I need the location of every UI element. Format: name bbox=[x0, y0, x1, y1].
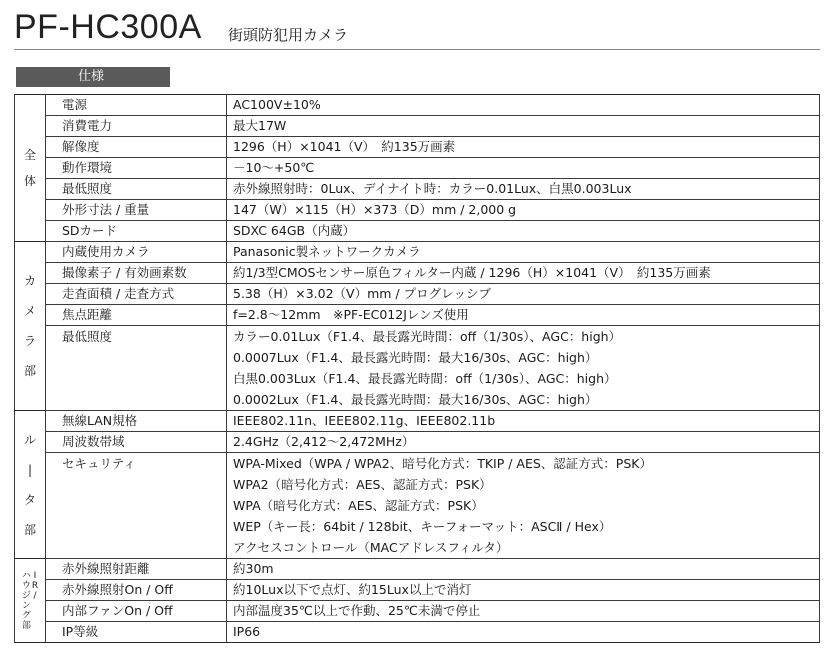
row-label: 外形寸法 / 重量 bbox=[46, 200, 227, 221]
group-char: 部 bbox=[21, 620, 31, 631]
table-row bbox=[15, 284, 820, 305]
row-value-line: WPA2（暗号化方式：AES、認証方式：PSK） bbox=[233, 477, 492, 492]
row-value bbox=[227, 453, 820, 559]
row-label: 赤外線照射距離 bbox=[46, 559, 227, 580]
table-row bbox=[15, 116, 820, 137]
row-value: AC100V±10% bbox=[227, 95, 820, 116]
row-label: 赤外線照射On / Off bbox=[46, 580, 227, 601]
group-char: メ bbox=[23, 304, 36, 318]
row-value-line: アクセスコントロール（MACアドレスフィルタ） bbox=[233, 540, 509, 555]
group-char: R bbox=[31, 580, 39, 591]
housing-group-columns bbox=[15, 571, 45, 631]
group-char: ル bbox=[23, 432, 36, 447]
row-label: 周波数帯域 bbox=[46, 432, 227, 453]
group-char: ウ bbox=[21, 580, 31, 591]
row-label-text: 最低照度 bbox=[62, 329, 113, 344]
row-label: IP等級 bbox=[46, 622, 227, 643]
group-label-housing bbox=[15, 559, 46, 643]
group-char: 部 bbox=[23, 522, 36, 537]
group-char: ン bbox=[21, 600, 31, 611]
row-value: 最大17W bbox=[227, 116, 820, 137]
row-label: 電源 bbox=[46, 95, 227, 116]
row-value: －10～+50℃ bbox=[227, 158, 820, 179]
row-value: f=2.8～12mm ※PF-EC012Jレンズ使用 bbox=[227, 305, 820, 326]
table-row bbox=[15, 95, 820, 116]
model-title: PF-HC300A bbox=[14, 8, 202, 46]
section-label-spec: 仕様 bbox=[16, 67, 170, 87]
row-value-line: 0.0007Lux（F1.4、最長露光時間：最大16/30s、AGC：high） bbox=[233, 350, 598, 365]
row-label: 内部ファンOn / Off bbox=[46, 601, 227, 622]
row-value-line: WPA（暗号化方式：AES、認証方式：PSK） bbox=[233, 498, 484, 513]
row-value bbox=[227, 326, 820, 411]
group-char: グ bbox=[21, 610, 31, 621]
row-value: SDXC 64GB（内蔵） bbox=[227, 221, 820, 242]
group-char: ラ bbox=[23, 334, 36, 348]
header-divider bbox=[14, 49, 820, 50]
table-row bbox=[15, 453, 820, 559]
table-row bbox=[15, 158, 820, 179]
row-value: 147（W）×115（H）×373（D）mm / 2,000 g bbox=[227, 200, 820, 221]
row-value: 内部温度35℃以上で作動、25℃未満で停止 bbox=[227, 601, 820, 622]
row-value-line: WPA-Mixed（WPA / WPA2、暗号化方式：TKIP / AES、認証方式：PSK） bbox=[233, 456, 652, 471]
table-row bbox=[15, 580, 820, 601]
group-label-overall bbox=[15, 95, 46, 242]
table-row bbox=[15, 263, 820, 284]
table-row bbox=[15, 432, 820, 453]
group-label-camera bbox=[15, 242, 46, 411]
group-char: カ bbox=[23, 274, 36, 288]
group-label-router bbox=[15, 411, 46, 559]
table-row bbox=[15, 200, 820, 221]
table-row bbox=[15, 622, 820, 643]
row-label: 解像度 bbox=[46, 137, 227, 158]
row-label: SDカード bbox=[46, 221, 227, 242]
ir-column bbox=[32, 571, 38, 631]
table-row bbox=[15, 242, 820, 263]
row-value: 2.4GHz（2,412～2,472MHz） bbox=[227, 432, 820, 453]
group-char: ハ bbox=[21, 570, 31, 581]
group-char: 部 bbox=[23, 364, 36, 378]
row-label-text: セキュリティ bbox=[62, 456, 136, 471]
row-value: 5.38（H）×3.02（V）mm / プログレッシブ bbox=[227, 284, 820, 305]
row-value: Panasonic製ネットワークカメラ bbox=[227, 242, 820, 263]
page-header bbox=[14, 4, 820, 54]
row-label: 内蔵使用カメラ bbox=[46, 242, 227, 263]
product-subtitle: 街頭防犯用カメラ bbox=[228, 26, 349, 44]
row-value-line: WEP（キー長：64bit / 128bit、キーフォーマット：ASCⅡ / Hex） bbox=[233, 519, 612, 534]
row-label: 撮像素子 / 有効画素数 bbox=[46, 263, 227, 284]
housing-column bbox=[22, 571, 31, 631]
row-value-line: 白黒0.003Lux（F1.4、最長露光時間：off（1/30s）、AGC：high） bbox=[233, 371, 617, 386]
spec-table bbox=[14, 94, 820, 643]
row-label: 無線LAN規格 bbox=[46, 411, 227, 432]
row-value: 1296（H）×1041（V） 約135万画素 bbox=[227, 137, 820, 158]
table-row bbox=[15, 305, 820, 326]
table-row bbox=[15, 221, 820, 242]
row-label bbox=[46, 453, 227, 559]
row-value: 赤外線照射時：0Lux、デイナイト時：カラー0.01Lux、白黒0.003Lux bbox=[227, 179, 820, 200]
table-row bbox=[15, 179, 820, 200]
row-label: 焦点距離 bbox=[46, 305, 227, 326]
group-char: / bbox=[33, 590, 37, 601]
row-label: 動作環境 bbox=[46, 158, 227, 179]
row-label bbox=[46, 326, 227, 411]
group-char: タ bbox=[23, 492, 36, 507]
row-label: 消費電力 bbox=[46, 116, 227, 137]
row-value: IP66 bbox=[227, 622, 820, 643]
row-value: 約10Lux以下で点灯、約15Lux以上で消灯 bbox=[227, 580, 820, 601]
table-row bbox=[15, 137, 820, 158]
row-label: 走査面積 / 走査方式 bbox=[46, 284, 227, 305]
group-char: 体 bbox=[23, 174, 36, 188]
table-row bbox=[15, 411, 820, 432]
table-row bbox=[15, 601, 820, 622]
table-row bbox=[15, 326, 820, 411]
row-value-line: カラー0.01Lux（F1.4、最長露光時間：off（1/30s）、AGC：high） bbox=[233, 329, 622, 344]
row-value: 約30m bbox=[227, 559, 820, 580]
row-label: 最低照度 bbox=[46, 179, 227, 200]
group-char: 全 bbox=[23, 148, 36, 162]
group-char: | bbox=[27, 462, 33, 477]
group-char: ジ bbox=[21, 590, 31, 601]
row-value-line: 0.0002Lux（F1.4、最長露光時間：最大16/30s、AGC：high） bbox=[233, 392, 598, 407]
table-row bbox=[15, 559, 820, 580]
row-value: IEEE802.11n、IEEE802.11g、IEEE802.11b bbox=[227, 411, 820, 432]
group-char: I bbox=[33, 570, 37, 581]
row-value: 約1/3型CMOSセンサー原色フィルター内蔵 / 1296（H）×1041（V） 約135万画素 bbox=[227, 263, 820, 284]
